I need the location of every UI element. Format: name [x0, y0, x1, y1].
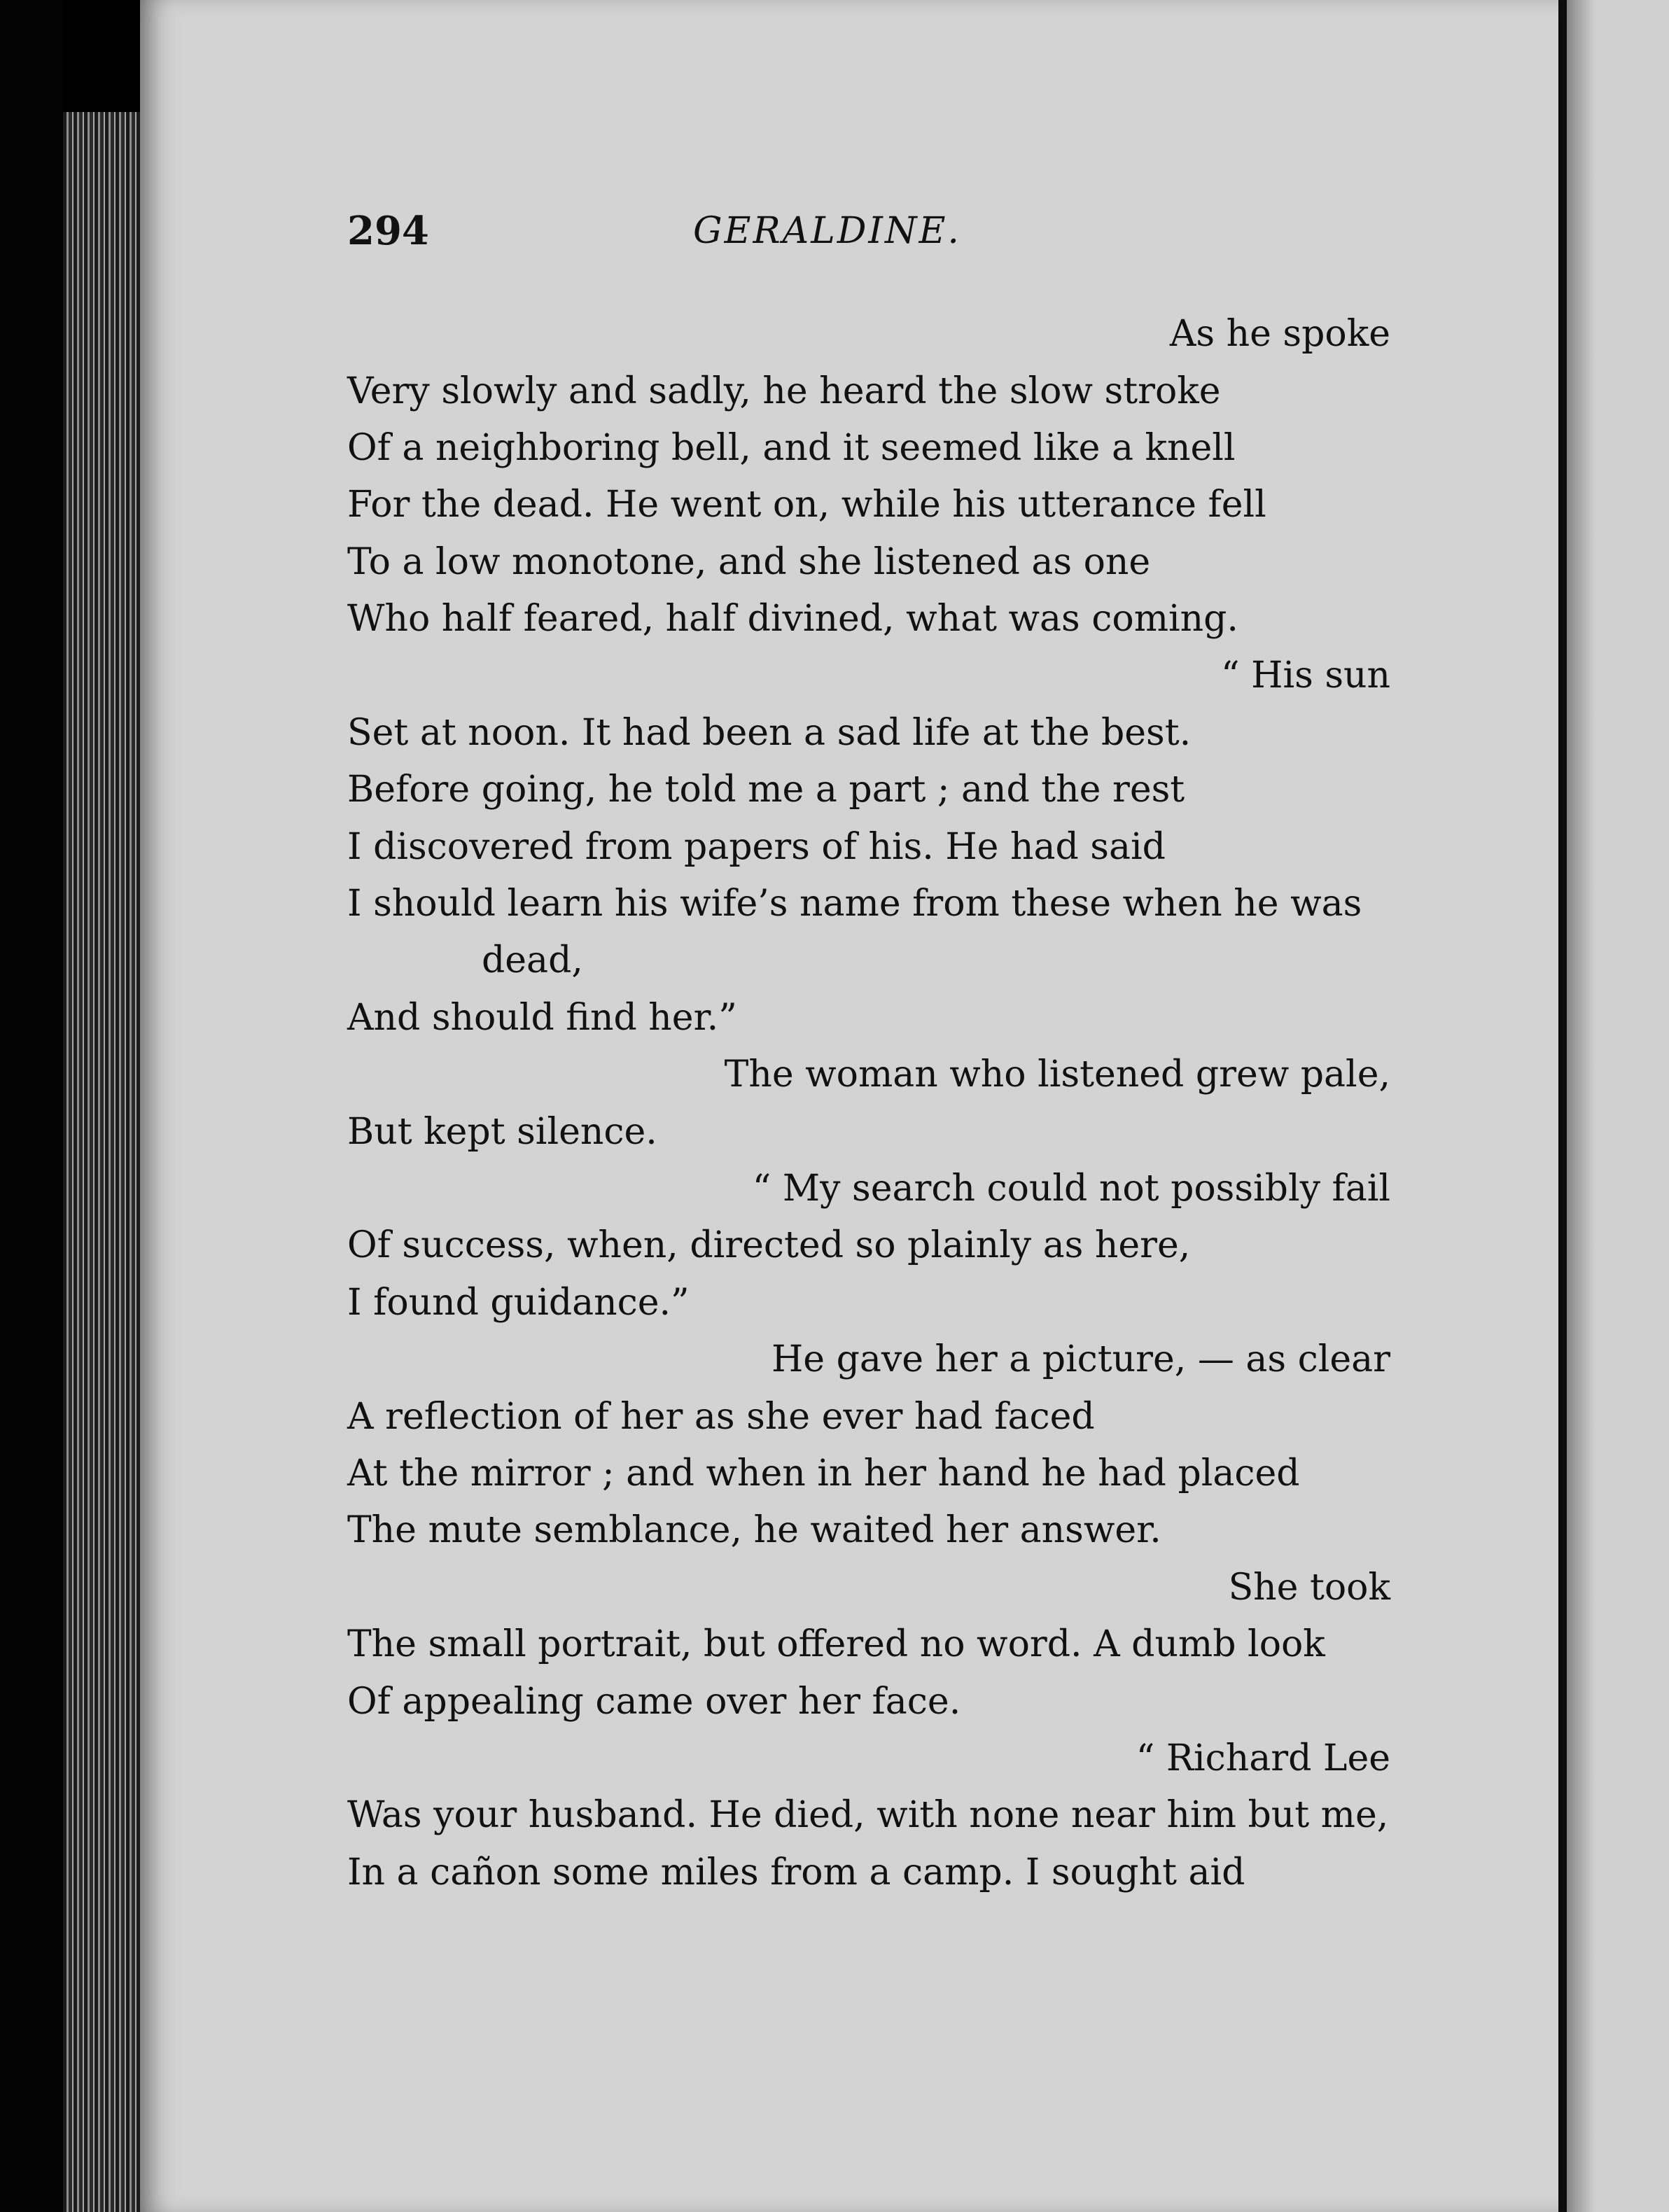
- poem-line: Set at noon. It had been a sad life at the best.: [347, 712, 1192, 754]
- poem-line: The woman who listened grew pale,: [724, 1054, 1390, 1096]
- poem-line: A reflection of her as she ever had faced: [347, 1396, 1095, 1438]
- poem-line: Who half feared, half divined, what was coming.: [347, 598, 1238, 640]
- poem-line: Of a neighboring bell, and it seemed like a knell: [347, 427, 1236, 469]
- poem-line: Very slowly and sadly, he heard the slow stroke: [347, 370, 1221, 412]
- poem-line: For the dead. He went on, while his utterance fell: [347, 484, 1266, 526]
- poem-line: But kept silence.: [347, 1111, 657, 1153]
- page-number: 294: [347, 208, 429, 254]
- poem-line: I found guidance.”: [347, 1282, 690, 1324]
- poem-line: To a low monotone, and she listened as one: [347, 541, 1151, 583]
- poem-line: Was your husband. He died, with none near him but me,: [347, 1794, 1389, 1836]
- poem-line: In a cañon some miles from a camp. I sought aid: [347, 1851, 1245, 1893]
- poem-line: The small portrait, but offered no word. A dumb look: [347, 1623, 1325, 1665]
- poem-line: I discovered from papers of his. He had said: [347, 826, 1166, 868]
- running-head: [347, 203, 1390, 259]
- poem-line-continuation: dead,: [482, 939, 583, 981]
- poem-line: And should find her.”: [347, 997, 737, 1039]
- poem-line: As he spoke: [1169, 313, 1390, 355]
- poem-line: Before going, he told me a part ; and the rest: [347, 769, 1185, 811]
- poem-line: Of appealing came over her face.: [347, 1681, 961, 1723]
- running-title: GERALDINE.: [693, 210, 961, 252]
- poem-line: He gave her a picture, — as clear: [771, 1338, 1390, 1380]
- poem-line: Of success, when, directed so plainly as here,: [347, 1224, 1191, 1266]
- poem-line: At the mirror ; and when in her hand he had placed: [347, 1452, 1300, 1494]
- poem-line: “ My search could not possibly fail: [752, 1168, 1390, 1210]
- poem-line: She took: [1228, 1567, 1390, 1609]
- poem-line: “ Richard Lee: [1136, 1737, 1390, 1779]
- poem-line: I should learn his wife’s name from these when he was: [347, 883, 1362, 925]
- poem-line: The mute semblance, he waited her answer.: [347, 1509, 1161, 1551]
- poem-line: “ His sun: [1221, 654, 1390, 696]
